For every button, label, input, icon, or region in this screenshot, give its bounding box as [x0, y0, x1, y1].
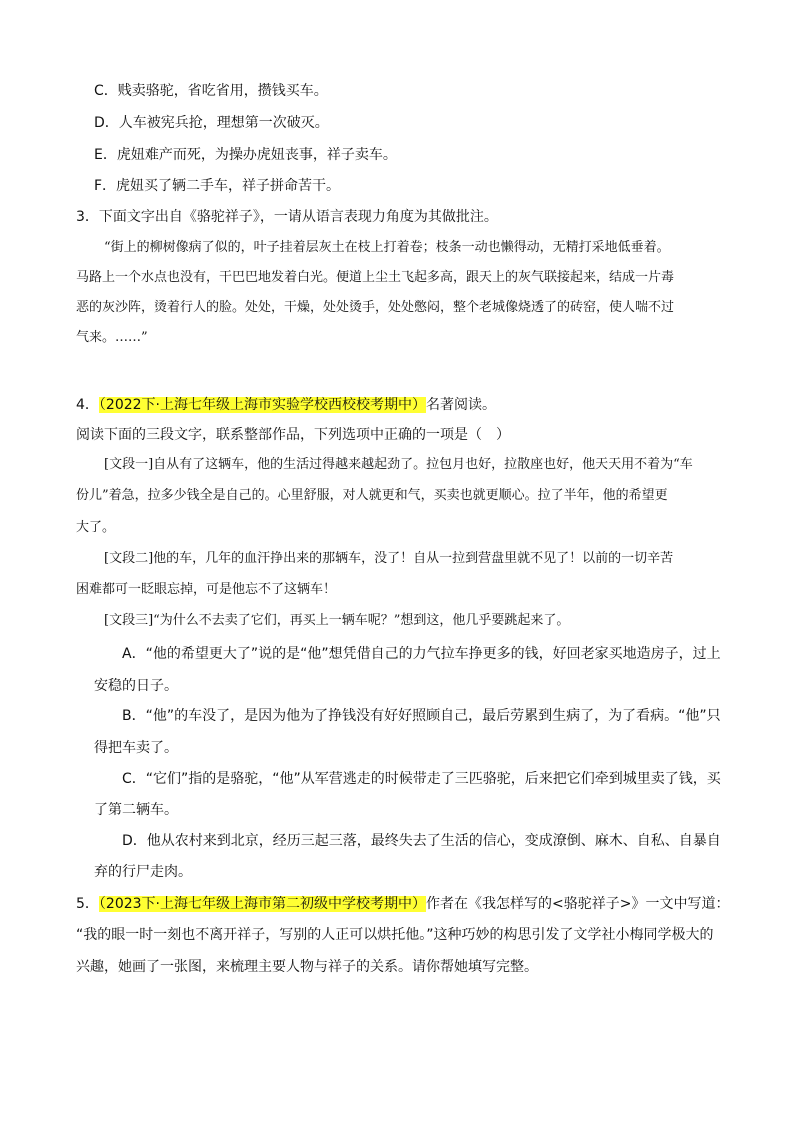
- q4-passage-line: 份儿”着急，拉多少钱全是自己的。心里舒服，对人就更和气，买卖也就更顺心。拉了半年，他的希望更: [76, 488, 668, 503]
- q5-number: 5．: [76, 896, 99, 912]
- q4-source-tag: （2022下·上海七年级上海市实验学校西校校考期中）: [98, 397, 426, 413]
- q4-passage-line: [文段三]“为什么不去卖了它们，再买上一辆车呢？”想到这，他几乎要跳起来了。: [104, 613, 570, 628]
- q4-option-b-cont: 得把车卖了。: [94, 740, 178, 756]
- q3-passage-line: 恶的灰沙阵，烫着行人的脸。处处，干燥，处处烫手，处处憋闷，整个老城像烧透了的砖窑，使人喘不过: [76, 300, 675, 315]
- q4-stem: 阅读下面的三段文字，联系整部作品，下列选项中正确的一项是（ ）: [76, 427, 510, 443]
- q4-header: [76, 395, 496, 415]
- q3-stem: 3．下面文字出自《骆驼祥子》，一请从语言表现力角度为其做批注。: [76, 209, 498, 225]
- q4-option-d-cont: 弃的行尸走肉。: [94, 864, 192, 880]
- q4-passage-line: [文段二]他的车，几年的血汗挣出来的那辆车，没了！自从一拉到营盘里就不见了！以前的一切辛苦: [104, 551, 674, 566]
- q4-option-b: B．“他”的车没了，是因为他为了挣钱没有好好照顾自己，最后劳累到生病了，为了看病。“他”只: [122, 708, 721, 724]
- q3-passage-line: 马路上一个水点也没有，干巴巴地发着白光。便道上尘土飞起多高，跟天上的灰气联接起来，结成一片毒: [76, 270, 675, 285]
- q4-option-a-cont: 安稳的日子。: [94, 678, 178, 694]
- q4-number: 4．: [76, 397, 99, 413]
- q4-passage-line: 大了。: [76, 520, 116, 535]
- q2-option-e: E．虎妞难产而死，为操办虎妞丧事，祥子卖车。: [94, 147, 397, 163]
- q4-option-c: C．“它们”指的是骆驼，“他”从军营逃走的时候带走了三匹骆驼，后来把它们牵到城里卖了钱，买: [122, 771, 721, 787]
- q4-option-c-cont: 了第二辆车。: [94, 802, 178, 818]
- q4-option-d: D．他从农村来到北京，经历三起三落，最终失去了生活的信心，变成潦倒、麻木、自私、自暴自: [122, 833, 721, 849]
- q5-source-tag: （2023下·上海七年级上海市第二初级中学校考期中）: [98, 896, 426, 912]
- q4-option-a: A．“他的希望更大了”说的是“他”想凭借自己的力气拉车挣更多的钱，好回老家买地造房子，过上: [122, 646, 721, 662]
- q3-passage-line: 气来。……”: [76, 330, 148, 345]
- q3-passage-line: “街上的柳树像病了似的，叶子挂着层灰土在枝上打着卷；枝条一动也懒得动，无精打采地低垂着。: [104, 240, 670, 255]
- q4-passage-line: [文段一]自从有了这辆车，他的生活过得越来越起劲了。拉包月也好，拉散座也好，他天天用不着为“车: [104, 457, 693, 472]
- q4-title: 名著阅读。: [426, 397, 496, 413]
- q5-line: “我的眼一时一刻也不离开祥子，写别的人正可以烘托他。”这种巧妙的构思引发了文学社小梅同学极大的: [76, 927, 714, 943]
- q2-option-d: D．人车被宪兵抢，理想第一次破灭。: [94, 115, 329, 131]
- q5-line: 兴趣，她画了一张图，来梳理主要人物与祥子的关系。请你帮她填写完整。: [76, 959, 538, 975]
- q5-header: [76, 894, 729, 914]
- q2-option-c: C．贱卖骆驼，省吃省用，攒钱买车。: [94, 83, 328, 99]
- q2-option-f: F．虎妞买了辆二手车，祥子拼命苦干。: [94, 178, 341, 194]
- q4-passage-line: 困难都可一眨眼忘掉，可是他忘不了这辆车！: [76, 582, 337, 597]
- q5-line: 作者在《我怎样写的<骆驼祥子>》一文中写道：: [426, 896, 730, 912]
